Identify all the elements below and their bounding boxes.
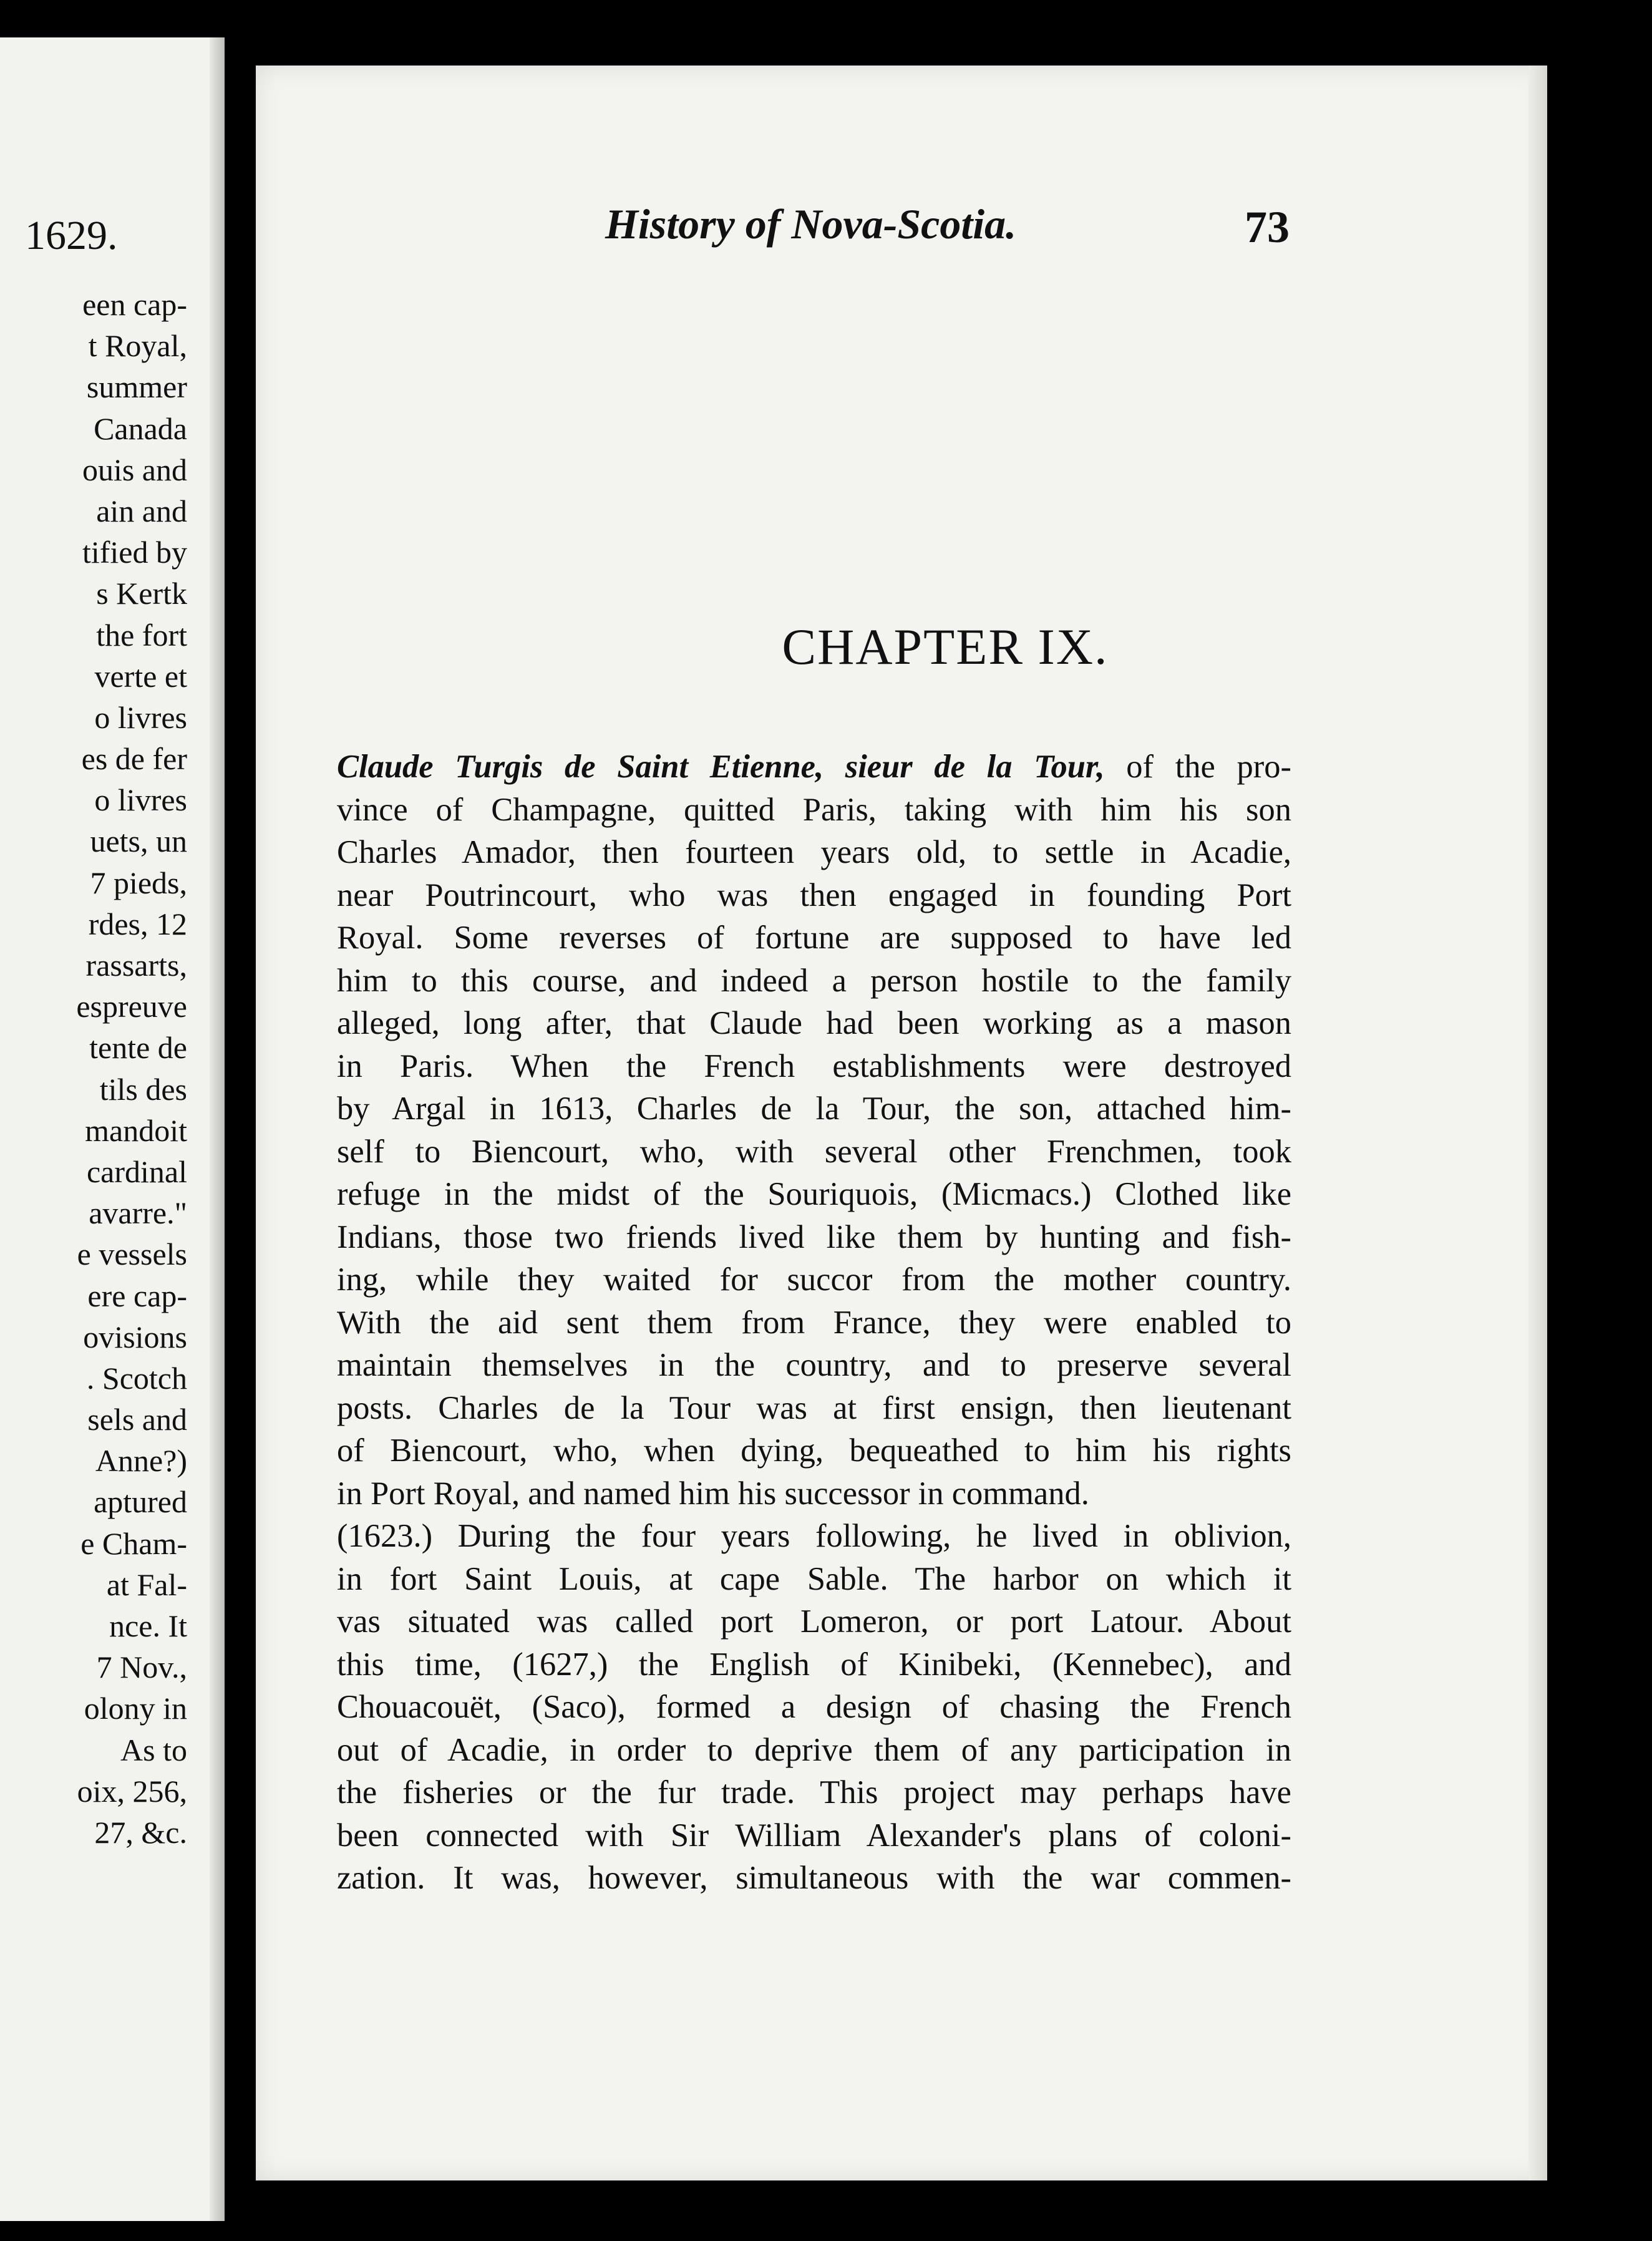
left-line-fragment: Canada <box>94 411 187 446</box>
left-facing-page <box>0 37 225 2221</box>
opening-italic-phrase: Claude Turgis de Saint Etienne, sieur de la Tour, <box>337 749 1105 785</box>
text-line-20: vas situated was called port Lomeron, or port Latour. About <box>337 1603 1291 1640</box>
left-line-fragment: o livres <box>94 699 187 735</box>
left-line-fragment: mandoit <box>85 1112 187 1148</box>
left-line-fragment: avarre." <box>89 1195 187 1231</box>
text-line-16: of Biencourt, who, when dying, bequeathed to him his rights <box>337 1432 1291 1469</box>
left-line-fragment: tente de <box>89 1030 187 1066</box>
text-line-15: posts. Charles de la Tour was at first ensign, then lieutenant <box>337 1389 1291 1426</box>
text-line-18: (1623.) During the four years following, he lived in oblivion, <box>337 1518 1291 1554</box>
left-line-fragment: ere cap- <box>87 1278 187 1313</box>
left-line-fragment: es de fer <box>81 741 187 777</box>
left-line-fragment: sels and <box>87 1402 187 1437</box>
text-line-2: Charles Amador, then fourteen years old, to settle in Acadie, <box>337 834 1291 870</box>
text-line-13: With the aid sent them from France, they were enabled to <box>337 1304 1291 1341</box>
left-line-fragment: oix, 256, <box>77 1773 187 1809</box>
text-line-19: in fort Saint Louis, at cape Sable. The harbor on which it <box>337 1560 1291 1597</box>
left-line-fragment: o livres <box>94 782 187 818</box>
first-line-rest: of the pro- <box>1104 749 1292 785</box>
text-line-21: this time, (1627,) the English of Kinibeki, (Kennebec), and <box>337 1646 1291 1683</box>
left-line-fragment: olony in <box>84 1691 187 1726</box>
text-line-11: Indians, those two friends lived like them by hunting and fish- <box>337 1218 1291 1255</box>
text-line-3: near Poutrincourt, who was then engaged in founding Port <box>337 877 1291 913</box>
left-line-fragment: cardinal <box>86 1154 187 1189</box>
left-line-fragment: e Cham- <box>80 1525 187 1561</box>
text-line-1: vince of Champagne, quitted Paris, taking with him his son <box>337 791 1291 828</box>
text-line-22: Chouacouët, (Saco), formed a design of chasing the French <box>337 1689 1291 1725</box>
text-line-12: ing, while they waited for succor from the mother country. <box>337 1261 1291 1298</box>
left-line-fragment: rdes, 12 <box>88 906 187 941</box>
text-line-4: Royal. Some reverses of fortune are supposed to have led <box>337 920 1291 956</box>
left-line-fragment: espreuve <box>76 989 187 1024</box>
text-line-25: been connected with Sir William Alexander's plans of coloni- <box>337 1817 1291 1854</box>
left-line-fragment: ain and <box>96 493 187 528</box>
chapter-body-text <box>337 746 1291 1900</box>
left-line-fragment: ouis and <box>82 452 187 487</box>
left-line-fragment: rassarts, <box>85 948 187 983</box>
left-line-fragment: s Kertk <box>96 576 187 611</box>
page-number: 73 <box>1245 202 1290 252</box>
text-line-14: maintain themselves in the country, and to preserve several <box>337 1347 1291 1383</box>
left-line-fragment: Anne?) <box>95 1443 187 1479</box>
left-line-fragment: at Fal- <box>106 1567 187 1602</box>
text-line-9: self to Biencourt, who, with several other Frenchmen, took <box>337 1133 1291 1170</box>
text-line-5: him to this course, and indeed a person hostile to the family <box>337 962 1291 999</box>
left-page-year: 1629. <box>25 213 118 258</box>
left-line-fragment: As to <box>120 1732 187 1767</box>
text-line-8: by Argal in 1613, Charles de la Tour, the son, attached him- <box>337 1091 1291 1127</box>
chapter-heading: CHAPTER IX. <box>782 618 1109 675</box>
left-line-fragment: tils des <box>99 1071 187 1107</box>
text-line-24: the fisheries or the fur trade. This project may perhaps have <box>337 1774 1291 1811</box>
left-line-fragment: tified by <box>82 535 187 570</box>
left-line-fragment: een cap- <box>82 287 187 322</box>
text-line-0 <box>337 746 1291 789</box>
left-line-fragment: ovisions <box>83 1319 187 1354</box>
running-title: History of Nova-Scotia. <box>605 200 1017 248</box>
book-page <box>256 66 1547 2180</box>
text-line-23: out of Acadie, in order to deprive them of any participation in <box>337 1731 1291 1768</box>
left-page-edge <box>210 37 225 2221</box>
left-line-fragment: nce. It <box>109 1608 187 1643</box>
left-line-fragment: summer <box>86 369 187 405</box>
left-line-fragment: . Scotch <box>86 1360 187 1396</box>
left-line-fragment: aptured <box>94 1484 187 1520</box>
left-line-fragment: 7 pieds, <box>90 865 187 900</box>
left-line-fragment: verte et <box>94 658 187 694</box>
left-line-fragment: uets, un <box>90 824 187 859</box>
left-line-fragment: 27, &c. <box>94 1814 187 1850</box>
text-line-10: refuge in the midst of the Souriquois, (Micmacs.) Clothed like <box>337 1176 1291 1212</box>
text-line-26: zation. It was, however, simultaneous with the war commen- <box>337 1860 1291 1896</box>
text-line-7: in Paris. When the French establishments were destroyed <box>337 1048 1291 1084</box>
page-edge <box>1528 66 1547 2180</box>
left-line-fragment: the fort <box>96 617 187 653</box>
text-line-6: alleged, long after, that Claude had been working as a mason <box>337 1005 1291 1041</box>
left-line-fragment: 7 Nov., <box>96 1650 187 1685</box>
text-line-17: in Port Royal, and named him his successor in command. <box>337 1475 1089 1512</box>
left-line-fragment: e vessels <box>77 1237 187 1272</box>
left-page-text <box>76 284 187 1853</box>
left-line-fragment: t Royal, <box>88 328 187 364</box>
